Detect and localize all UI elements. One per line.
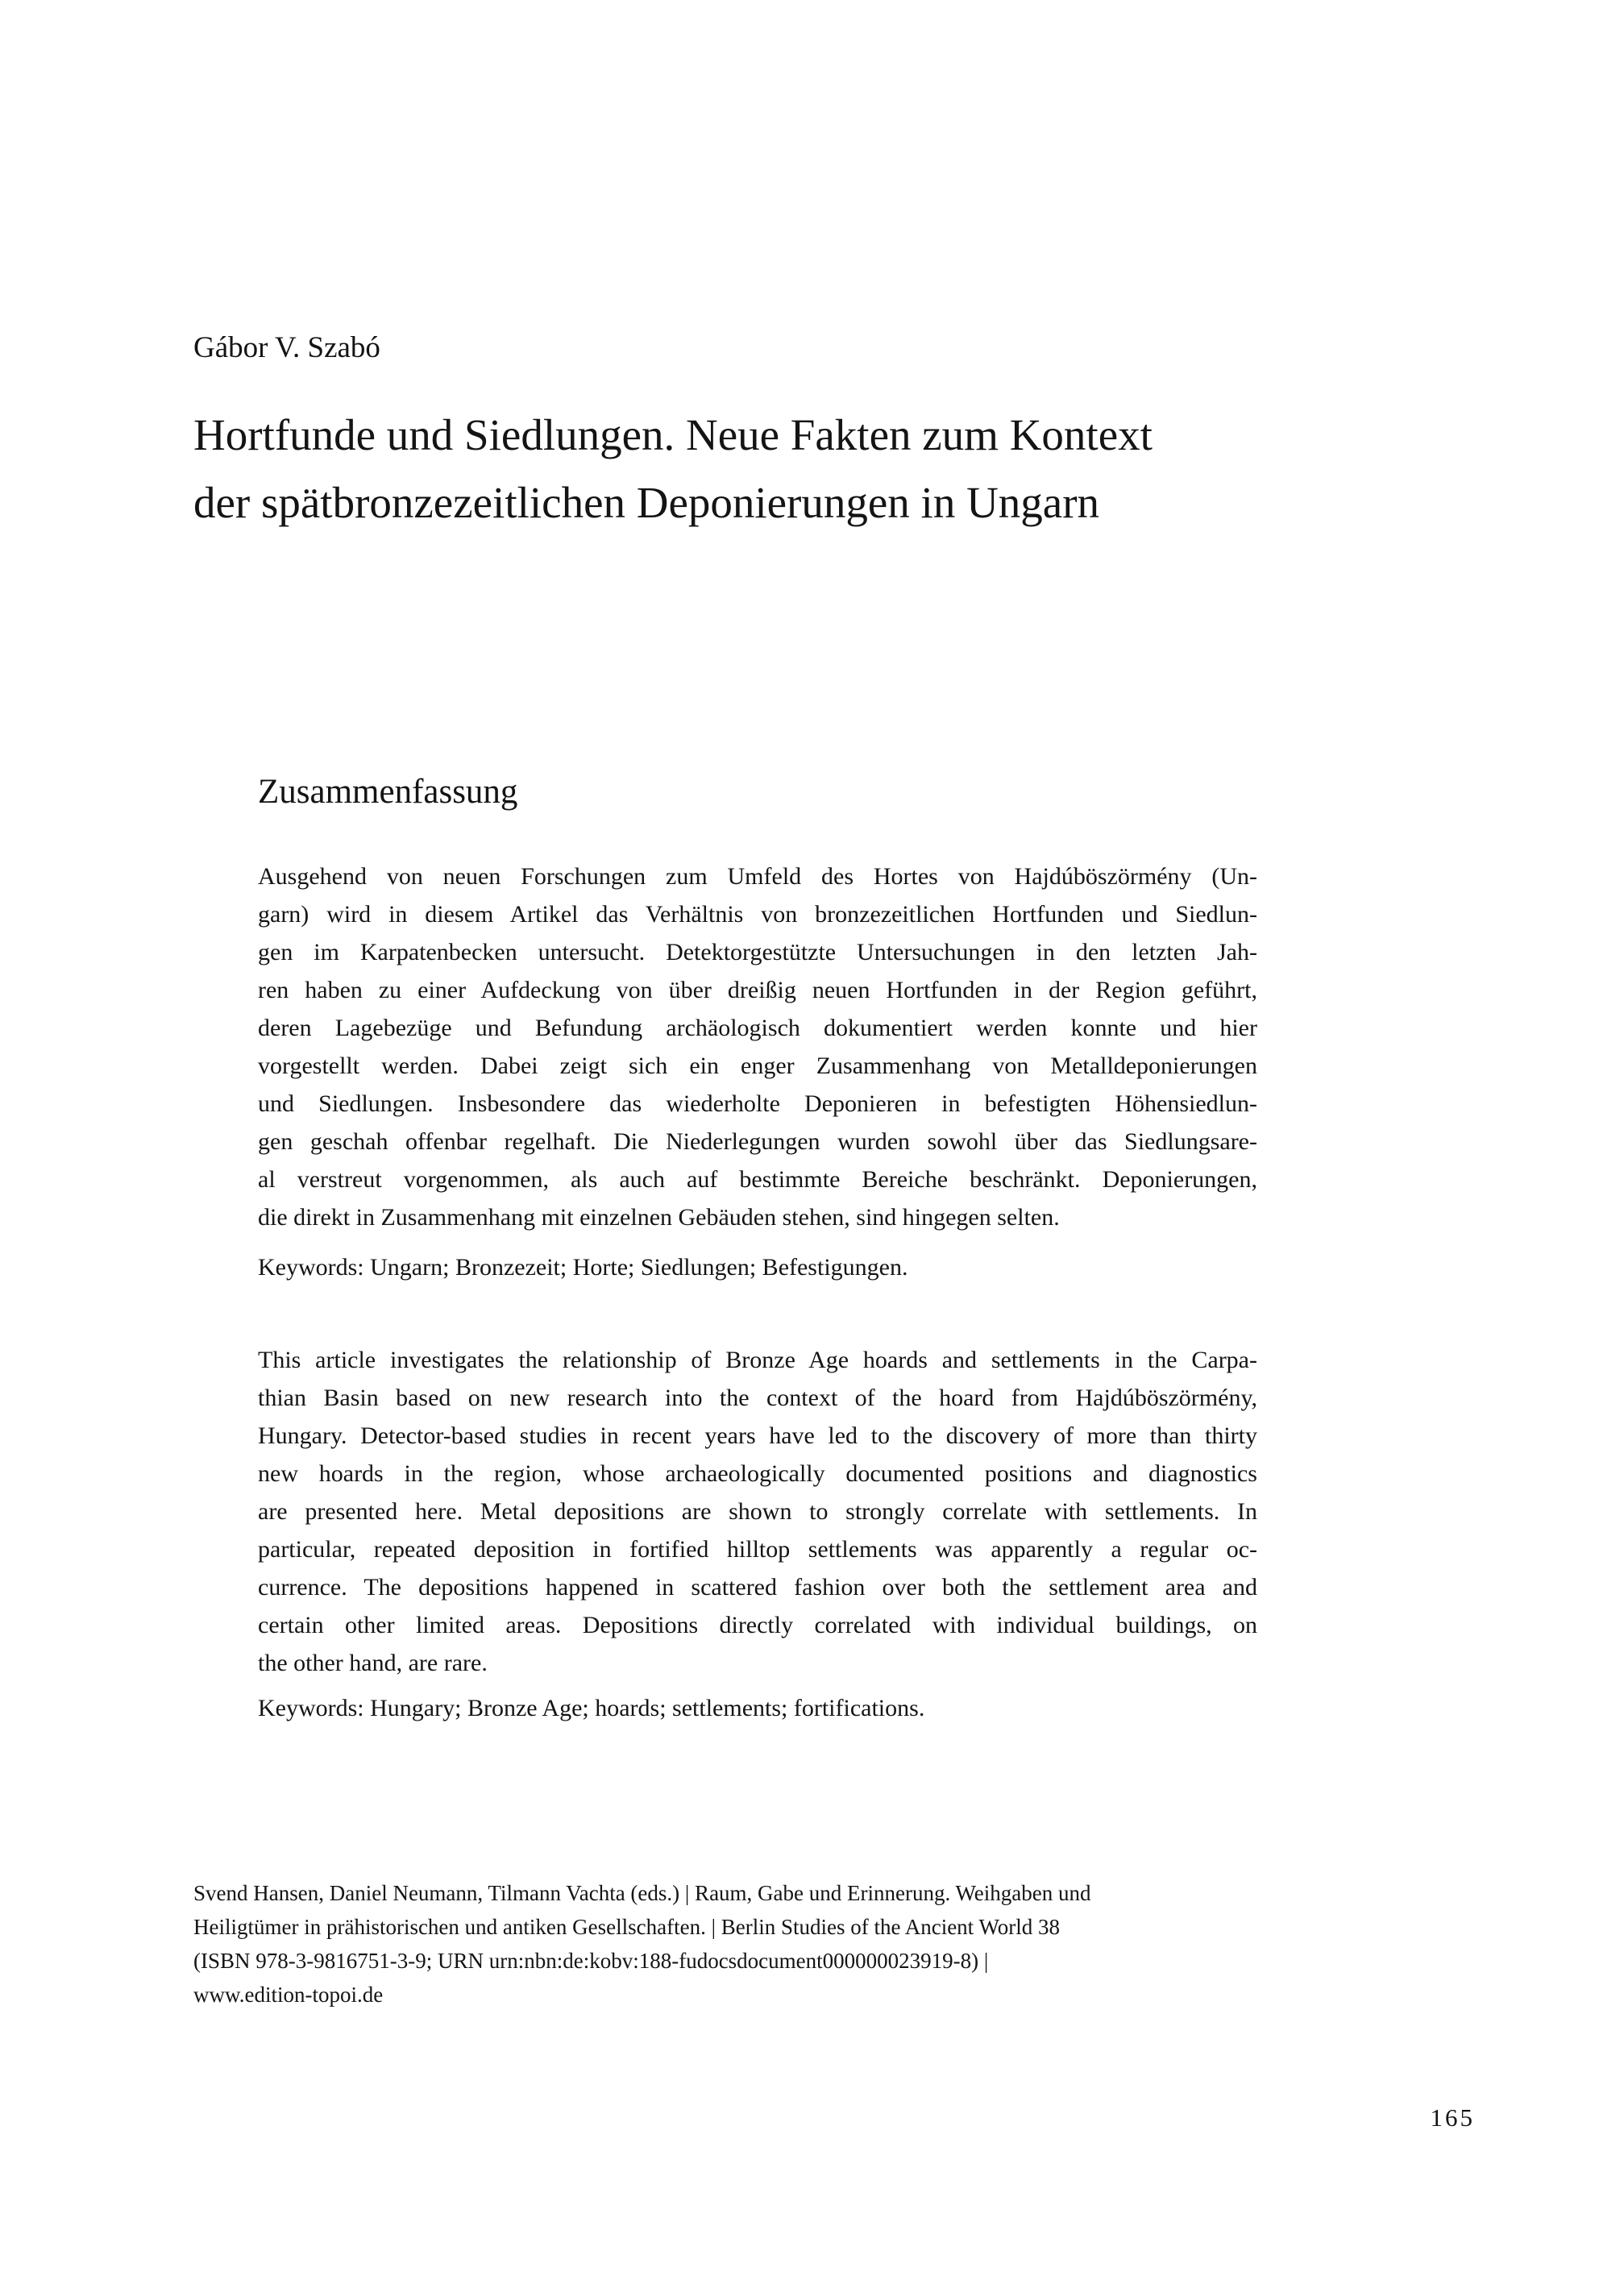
citation-line: Svend Hansen, Daniel Neumann, Tilmann Vachta (eds.) | Raum, Gabe und Erinnerung. Weihgaben und: [193, 1881, 1091, 1905]
abstract-english-line: Hungary. Detector-based studies in recent years have led to the discovery of more than thirty: [258, 1422, 1257, 1449]
summary-heading: Zusammenfassung: [258, 773, 518, 811]
abstract-english-line: the other hand, are rare.: [258, 1650, 488, 1676]
abstract-english-line: are presented here. Metal depositions are shown to strongly correlate with settlements. In: [258, 1498, 1257, 1525]
keywords-german: Keywords: Ungarn; Bronzezeit; Horte; Siedlungen; Befestigungen.: [258, 1254, 908, 1281]
author-name: Gábor V. Szabó: [193, 331, 380, 364]
abstract-english-line: currence. The depositions happened in scattered fashion over both the settlement area and: [258, 1574, 1257, 1601]
abstract-german-line: garn) wird in diesem Artikel das Verhältnis von bronzezeitlichen Hortfunden und Siedlun-: [258, 901, 1257, 928]
abstract-english-line: certain other limited areas. Depositions directly correlated with individual buildings, on: [258, 1612, 1257, 1638]
article-title-line-2: der spätbronzezeitlichen Deponierungen in Ungarn: [193, 478, 1100, 527]
abstract-german-line: gen geschah offenbar regelhaft. Die Niederlegungen wurden sowohl über das Siedlungsare-: [258, 1128, 1257, 1155]
abstract-german-line: vorgestellt werden. Dabei zeigt sich ein enger Zusammenhang von Metalldeponierungen: [258, 1053, 1257, 1079]
abstract-german-line: Ausgehend von neuen Forschungen zum Umfeld des Hortes von Hajdúböszörmény (Un-: [258, 863, 1257, 890]
abstract-german-line: ren haben zu einer Aufdeckung von über dreißig neuen Hortfunden in der Region geführt,: [258, 977, 1257, 1003]
keywords-english: Keywords: Hungary; Bronze Age; hoards; settlements; fortifications.: [258, 1695, 925, 1721]
abstract-german-line: al verstreut vorgenommen, als auch auf bestimmte Bereiche beschränkt. Deponierungen,: [258, 1166, 1257, 1193]
abstract-german-line: die direkt in Zusammenhang mit einzelnen Gebäuden stehen, sind hingegen selten.: [258, 1204, 1060, 1231]
article-title: [193, 401, 1435, 537]
page-number: 165: [1430, 2103, 1475, 2132]
abstract-german-line: deren Lagebezüge und Befundung archäologisch dokumentiert werden konnte und hier: [258, 1015, 1257, 1041]
citation-line: (ISBN 978-3-9816751-3-9; URN urn:nbn:de:kobv:188-fudocsdocument000000023919-8) |: [193, 1949, 989, 1973]
abstract-english: [258, 1341, 1257, 1682]
abstract-english-line: This article investigates the relationship of Bronze Age hoards and settlements in the Carpa-: [258, 1347, 1257, 1373]
abstract-german-line: und Siedlungen. Insbesondere das wiederholte Deponieren in befestigten Höhensiedlun-: [258, 1090, 1257, 1117]
citation-line: Heiligtümer in prähistorischen und antiken Gesellschaften. | Berlin Studies of the Ancient World 38: [193, 1915, 1061, 1939]
abstract-english-line: new hoards in the region, whose archaeologically documented positions and diagnostics: [258, 1460, 1257, 1487]
abstract-english-line: particular, repeated deposition in fortified hilltop settlements was apparently a regular oc-: [258, 1536, 1257, 1563]
article-title-line-1: Hortfunde und Siedlungen. Neue Fakten zum Kontext: [193, 410, 1153, 459]
abstract-english-line: thian Basin based on new research into the context of the hoard from Hajdúböszörmény,: [258, 1385, 1257, 1411]
citation-block: [193, 1876, 1338, 2012]
citation-line: www.edition-topoi.de: [193, 1983, 384, 2007]
abstract-german: [258, 857, 1257, 1236]
abstract-german-line: gen im Karpatenbecken untersucht. Detektorgestützte Untersuchungen in den letzten Jah-: [258, 939, 1257, 965]
